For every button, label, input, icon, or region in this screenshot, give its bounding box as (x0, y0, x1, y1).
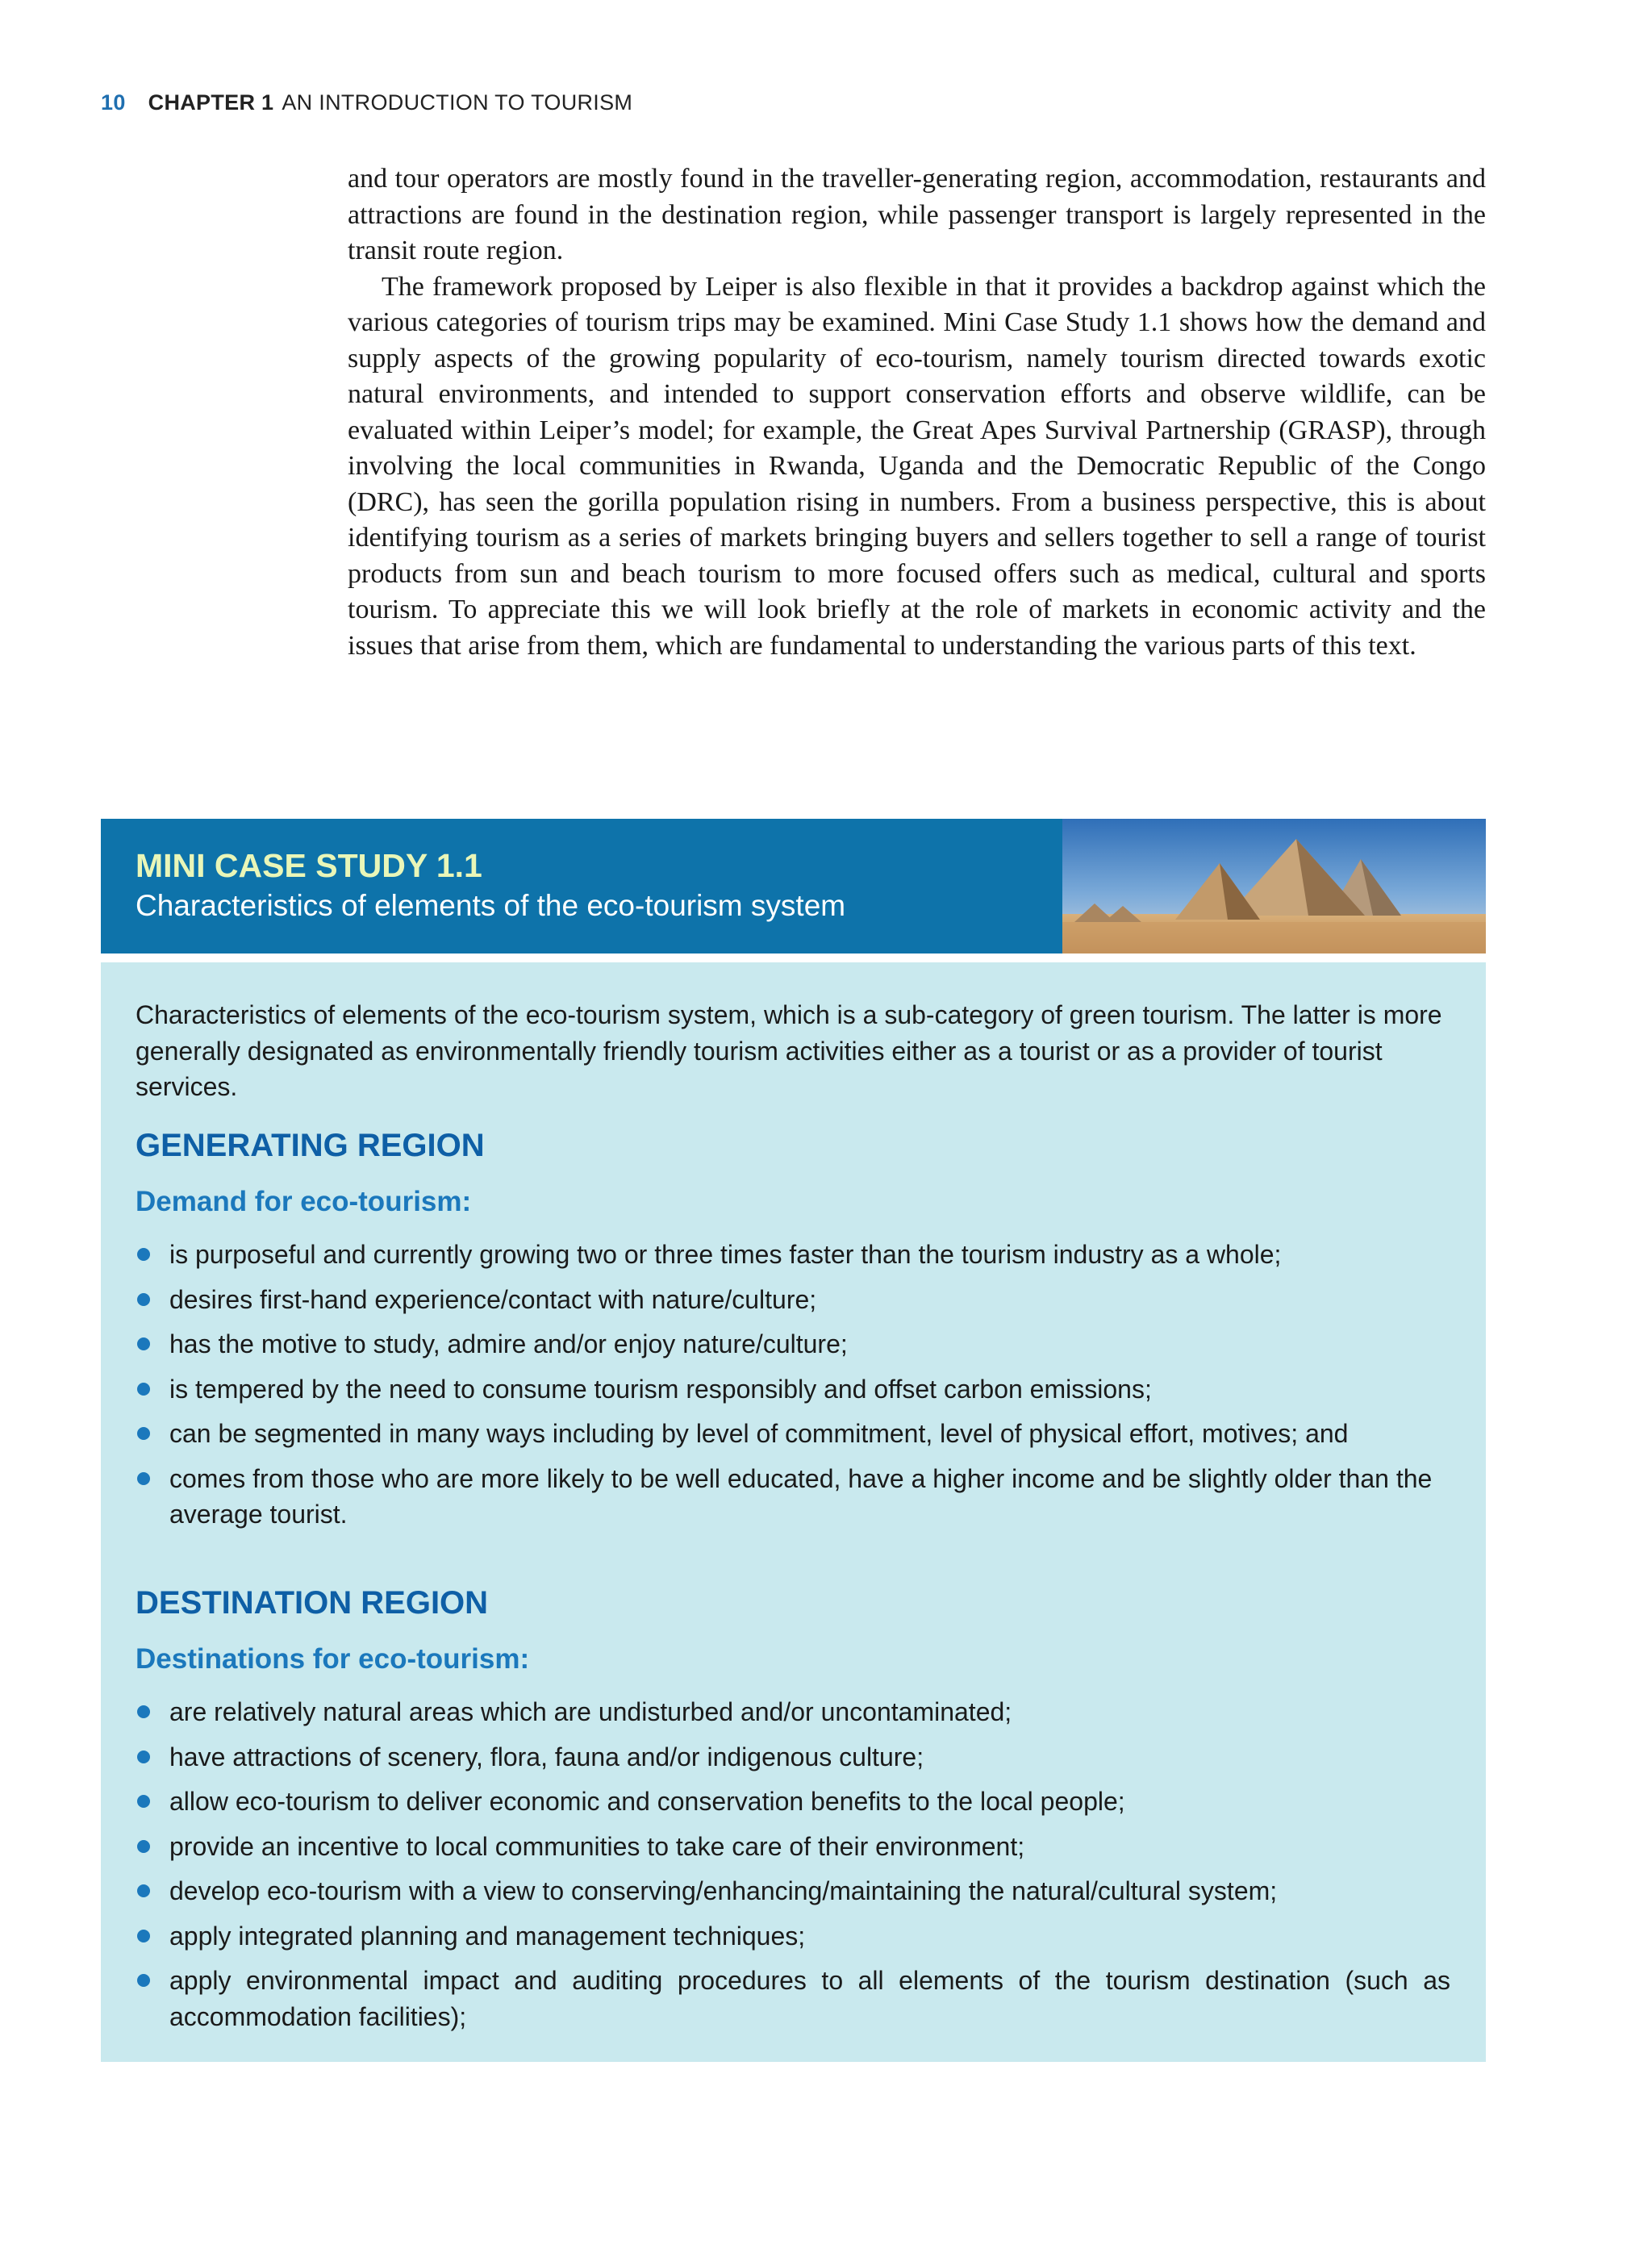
body-paragraph: The framework proposed by Leiper is also flexible in that it provides a backdrop against which the various categories of tourism trips may be examined. Mini Case Study 1.1 shows how the demand and supply aspects of the growing popularity of eco-tourism, namely tourism directed towards exotic natural environments, and intended to support conservation efforts and observe wildlife, can be evaluated within Leiper’s model; for example, the Great Apes Survival Partnership (GRASP), through involving the local communities in Rwanda, Uganda and the Democratic Republic of the Congo (DRC), has seen the gorilla population rising in numbers. From a business perspective, this is about identifying tourism as a series of markets bringing buyers and sellers together to sell a range of tourist products from sun and beach tourism to more focused offers such as medical, cultural and sports tourism. To appreciate this we will look briefly at the role of markets in economic activity and the issues that arise from them, which are fundamental to understanding the various parts of this text. (348, 271, 1486, 661)
chapter-title: AN INTRODUCTION TO TOURISM (282, 90, 633, 115)
body-text (348, 161, 1486, 664)
list-item: desires first-hand experience/contact with nature/culture; (136, 1282, 1450, 1318)
list-item: is tempered by the need to consume tourism responsibly and offset carbon emissions; (136, 1371, 1450, 1408)
bullet-icon (137, 1930, 150, 1942)
list-item: are relatively natural areas which are undisturbed and/or uncontaminated; (136, 1694, 1450, 1730)
mini-case-study (101, 819, 1486, 2062)
bullet-icon (137, 1751, 150, 1763)
list-item: is purposeful and currently growing two or three times faster than the tourism industry as a whole; (136, 1237, 1450, 1273)
bullet-icon (137, 1337, 150, 1350)
body-paragraph: and tour operators are mostly found in the traveller-generating region, accommodation, restaurants and attractions are found in the destination region, while passenger transport is largely represented in the transit route region. (348, 164, 1486, 265)
case-study-header (101, 819, 1486, 953)
bullet-icon (137, 1248, 150, 1261)
chapter-label: CHAPTER 1 (148, 90, 274, 115)
case-study-body (101, 962, 1486, 2062)
destinations-list (136, 1694, 1450, 2043)
pyramids-photo-icon (1062, 819, 1486, 953)
bullet-icon (137, 1840, 150, 1853)
list-item: apply environmental impact and auditing procedures to all elements of the tourism destination (such as accommodation facilities); (136, 1963, 1450, 2034)
bullet-icon (137, 1383, 150, 1396)
list-item: develop eco-tourism with a view to conserving/enhancing/maintaining the natural/cultural system; (136, 1873, 1450, 1909)
bullet-icon (137, 1705, 150, 1718)
bullet-icon (137, 1293, 150, 1306)
demand-list (136, 1237, 1450, 1542)
demand-subheading: Demand for eco-tourism: (136, 1186, 472, 1217)
list-item: apply integrated planning and management techniques; (136, 1918, 1450, 1955)
page-number: 10 (101, 90, 126, 115)
case-study-label: MINI CASE STUDY 1.1 (136, 847, 482, 884)
destination-region-heading: DESTINATION REGION (136, 1585, 489, 1621)
running-head (101, 90, 632, 115)
bullet-icon (137, 1472, 150, 1485)
generating-region-heading: GENERATING REGION (136, 1128, 485, 1163)
bullet-icon (137, 1974, 150, 1987)
list-item: can be segmented in many ways including by level of commitment, level of physical effort, motives; and (136, 1416, 1450, 1452)
list-item: allow eco-tourism to deliver economic and conservation benefits to the local people; (136, 1784, 1450, 1820)
case-study-title: Characteristics of elements of the eco-tourism system (136, 889, 846, 922)
destinations-subheading: Destinations for eco-tourism: (136, 1643, 530, 1675)
bullet-icon (137, 1427, 150, 1440)
list-item: has the motive to study, admire and/or enjoy nature/culture; (136, 1326, 1450, 1362)
list-item: comes from those who are more likely to be well educated, have a higher income and be slightly older than the average tourist. (136, 1461, 1450, 1533)
bullet-icon (137, 1795, 150, 1808)
list-item: provide an incentive to local communities to take care of their environment; (136, 1829, 1450, 1865)
list-item: have attractions of scenery, flora, fauna and/or indigenous culture; (136, 1739, 1450, 1776)
case-study-intro: Characteristics of elements of the eco-tourism system, which is a sub-category of green tourism. The latter is more generally designated as environmentally friendly tourism activities either as a tourist or as a provider of tourist services. (136, 1000, 1442, 1101)
bullet-icon (137, 1884, 150, 1897)
